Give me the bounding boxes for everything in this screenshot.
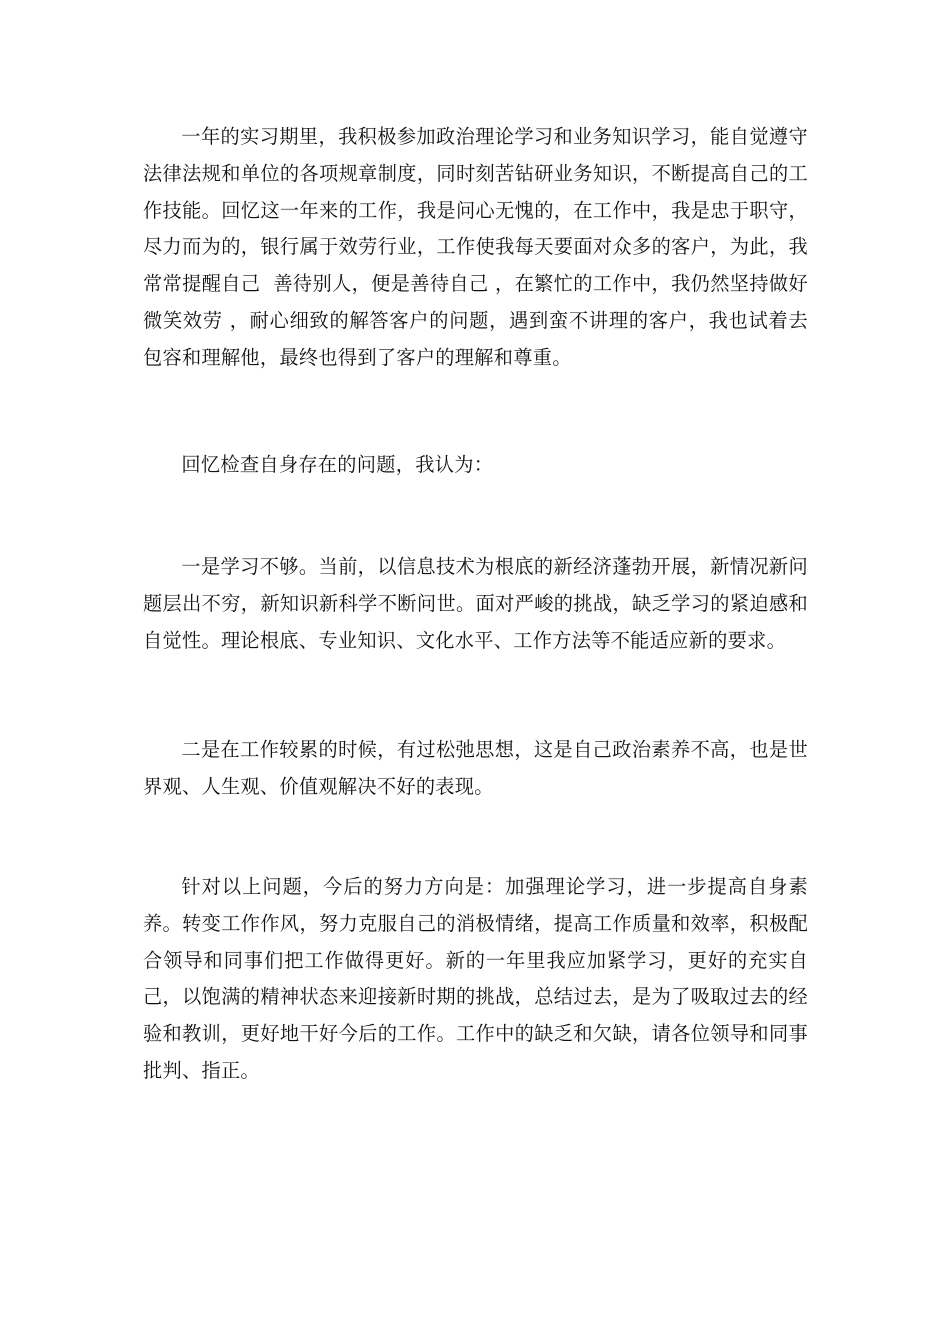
paragraph-problems-intro: 回忆检查自身存在的问题，我认为： (181, 453, 494, 476)
paragraph-internship-summary: 一年的实习期里，我积极参加政治理论学习和业务知识学习，能自觉遵守法律法规和单位的各项规章制度，同时刻苦钻研业务知识，不断提高自己的工作技能。回忆这一年来的工作，我是问心无愧的，在工作中，我是忠于职守，尽力而为的，银行属于效劳行业，工作使我每天要面对众多的客户，为此，我常常提醒自己 善待别人，便是善待自己 ，在繁忙的工作中，我仍然坚持做好 微笑效劳 ，耐心细致的解答客户的问题，遇到蛮不讲理的客户，我也试着去包容和理解他，最终也得到了客户的理解和尊重。 (143, 125, 821, 369)
paragraph-problem-two: 二是在工作较累的时候，有过松弛思想，这是自己政治素养不高，也是世界观、人生观、价值观解决不好的表现。 (143, 738, 808, 798)
paragraph-improvement-plan: 针对以上问题，今后的努力方向是：加强理论学习，进一步提高自身素养。转变工作作风，努力克服自己的消极情绪，提高工作质量和效率，积极配合领导和同事们把工作做得更好。新的一年里我应加紧学习，更好的充实自己，以饱满的精神状态来迎接新时期的挑战，总结过去，是为了吸取过去的经验和教训，更好地干好今后的工作。工作中的缺乏和欠缺，请各位领导和同事批判、指正。 (143, 875, 808, 1082)
paragraph-problem-one: 一是学习不够。当前，以信息技术为根底的新经济蓬勃开展，新情况新问题层出不穷，新知识新科学不断问世。面对严峻的挑战，缺乏学习的紧迫感和自觉性。理论根底、专业知识、文化水平、工作方法等不能适应新的要求。 (143, 555, 808, 652)
